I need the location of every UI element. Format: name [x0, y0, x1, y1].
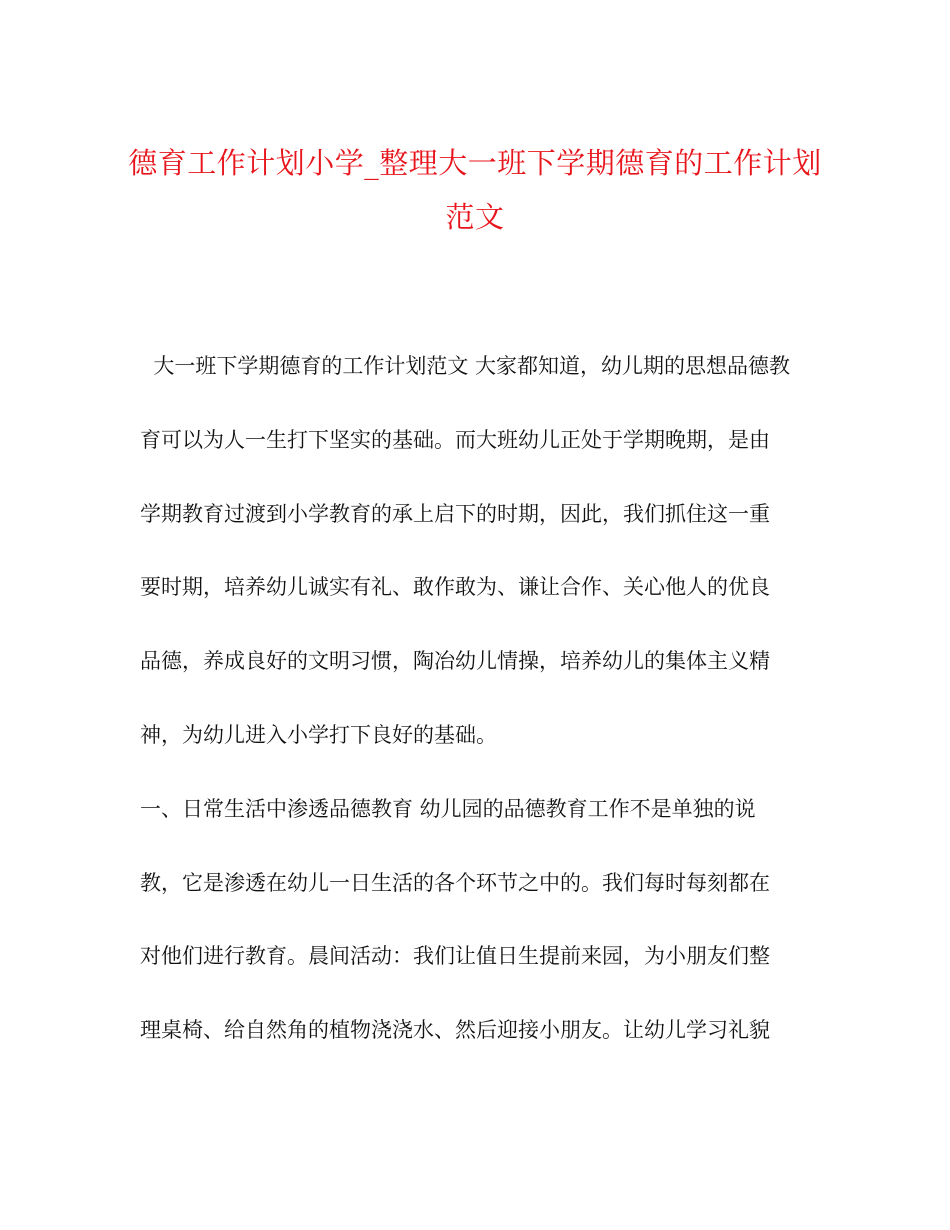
title-line-1: 德育工作计划小学_整理大一班下学期德育的工作计划: [128, 146, 822, 180]
body-line: 神，为幼儿进入小学打下良好的基础。: [140, 722, 497, 747]
document-title: [120, 136, 830, 244]
body-line: 对他们进行教育。晨间活动：我们让值日生提前来园，为小朋友们整: [140, 944, 770, 969]
body-line: 教，它是渗透在幼儿一日生活的各个环节之中的。我们每时每刻都在: [140, 870, 770, 895]
body-line: 要时期，培养幼儿诚实有礼、敢作敢为、谦让合作、关心他人的优良: [140, 575, 770, 600]
body-line: 品德，养成良好的文明习惯，陶冶幼儿情操，培养幼儿的集体主义精: [140, 649, 770, 674]
title-line-2: 范文: [445, 200, 505, 234]
body-line: 大一班下学期德育的工作计划范文 大家都知道，幼儿期的思想品德教: [140, 354, 791, 378]
body-line: 理桌椅、给自然角的植物浇浇水、然后迎接小朋友。让幼儿学习礼貌: [140, 1018, 770, 1043]
body-line: 育可以为人一生打下坚实的基础。而大班幼儿正处于学期晚期，是由: [140, 427, 770, 452]
body-line: 学期教育过渡到小学教育的承上启下的时期，因此，我们抓住这一重: [140, 501, 770, 526]
body-line: 一、日常生活中渗透品德教育 幼儿园的品德教育工作不是单独的说: [140, 796, 756, 821]
document-body: [140, 340, 820, 1078]
